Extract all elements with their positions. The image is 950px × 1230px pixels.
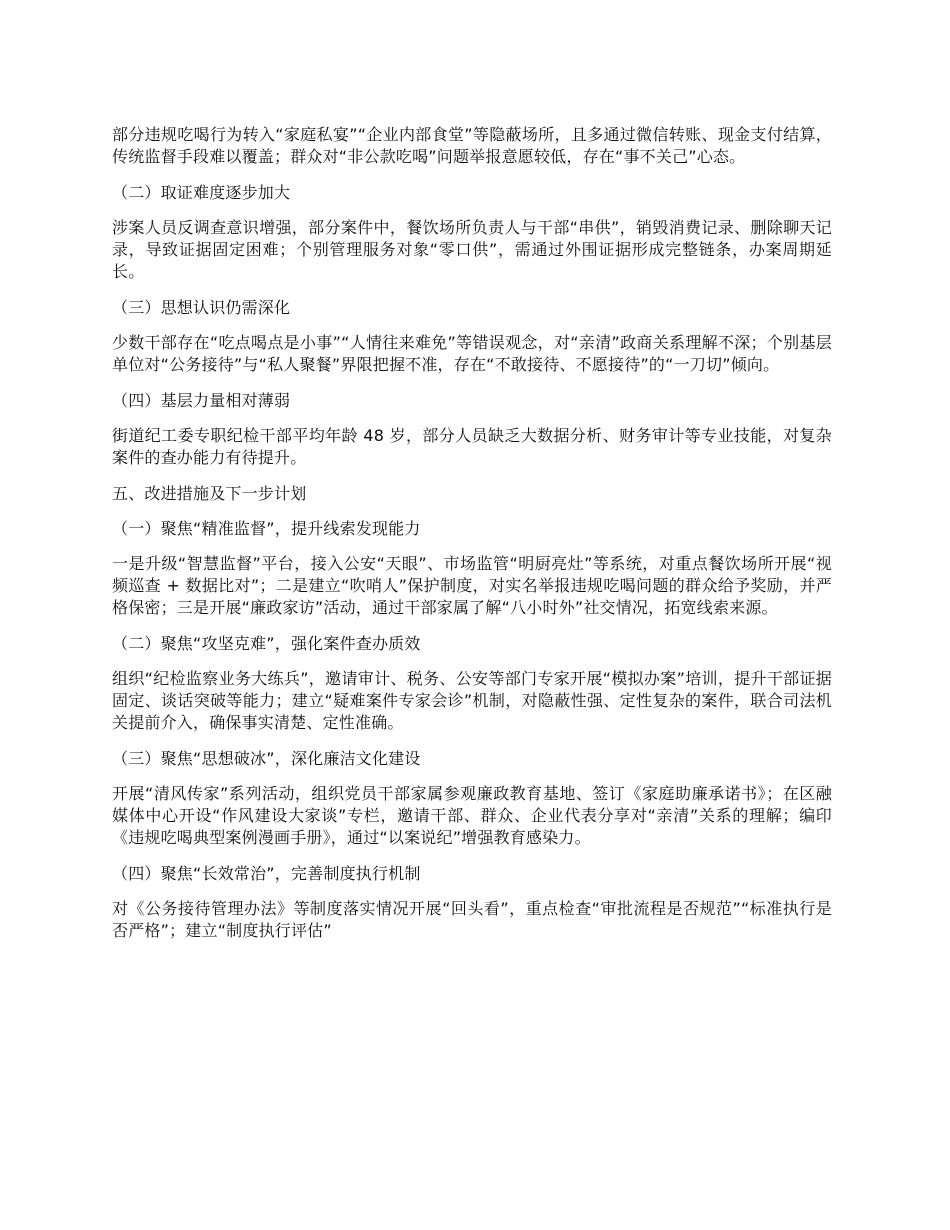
section-heading-grassroots: （四）基层力量相对薄弱 [112, 391, 291, 410]
section-heading-evidence: （二）取证难度逐步加大 [112, 183, 291, 202]
document-page [112, 124, 832, 956]
paragraph-precise-supervision: 一是升级“智慧监督”平台，接入公安“天眼”、市场监管“明厨亮灶”等系统，对重点餐饮场所开展“视频巡查 + 数据比对”；二是建立“吹哨人”保护制度，对实名举报违规吃喝问题的群众给予奖励，并严格保密；三是开展“廉政家访”活动，通过干部家属了解“八小时外”社交情况，拓宽线索来源。 [112, 554, 832, 617]
section-heading-integrity-culture: （三）聚焦“思想破冰”，深化廉洁文化建设 [112, 749, 421, 768]
paragraph-case-handling: 组织“纪检监察业务大练兵”，邀请审计、税务、公安等部门专家开展“模拟办案”培训，提升干部证据固定、谈话突破等能力；建立“疑难案件专家会诊”机制，对隐蔽性强、定性复杂的案件，联合司法机关提前介入，确保事实清楚、定性准确。 [112, 669, 832, 732]
paragraph-integrity-culture: 开展“清风传家”系列活动，组织党员干部家属参观廉政教育基地、签订《家庭助廉承诺书》；在区融媒体中心开设“作风建设大家谈”专栏，邀请干部、群众、企业代表分享对“亲清”关系的理解；编印《违规吃喝典型案例漫画手册》，通过“以案说纪”增强教育感染力。 [112, 784, 832, 847]
paragraph-evidence: 涉案人员反调查意识增强，部分案件中，餐饮场所负责人与干部“串供”，销毁消费记录、删除聊天记录，导致证据固定困难；个别管理服务对象“零口供”，需通过外围证据形成完整链条，办案周期延长。 [112, 218, 832, 281]
section-heading-precise-supervision: （一）聚焦“精准监督”，提升线索发现能力 [112, 519, 421, 538]
section-heading-case-handling: （二）聚焦“攻坚克难”，强化案件查办质效 [112, 634, 421, 653]
paragraph-hidden-venues: 部分违规吃喝行为转入“家庭私宴”“企业内部食堂”等隐蔽场所，且多通过微信转账、现金支付结算，传统监督手段难以覆盖；群众对“非公款吃喝”问题举报意愿较低，存在“事不关己”心态。 [112, 125, 832, 166]
chapter-heading-improvements: 五、改进措施及下一步计划 [112, 484, 307, 503]
section-heading-awareness: （三）思想认识仍需深化 [112, 298, 291, 317]
paragraph-grassroots: 街道纪工委专职纪检干部平均年龄 48 岁，部分人员缺乏大数据分析、财务审计等专业技能，对复杂案件的查办能力有待提升。 [112, 426, 832, 467]
paragraph-long-term: 对《公务接待管理办法》等制度落实情况开展“回头看”，重点检查“审批流程是否规范”“标准执行是否严格”；建立“制度执行评估” [112, 899, 832, 940]
paragraph-awareness: 少数干部存在“吃点喝点是小事”“人情往来难免”等错误观念，对“亲清”政商关系理解不深；个别基层单位对“公务接待”与“私人聚餐”界限把握不准，存在“不敢接待、不愿接待”的“一刀切”倾向。 [112, 333, 832, 374]
section-heading-long-term: （四）聚焦“长效常治”，完善制度执行机制 [112, 864, 421, 883]
